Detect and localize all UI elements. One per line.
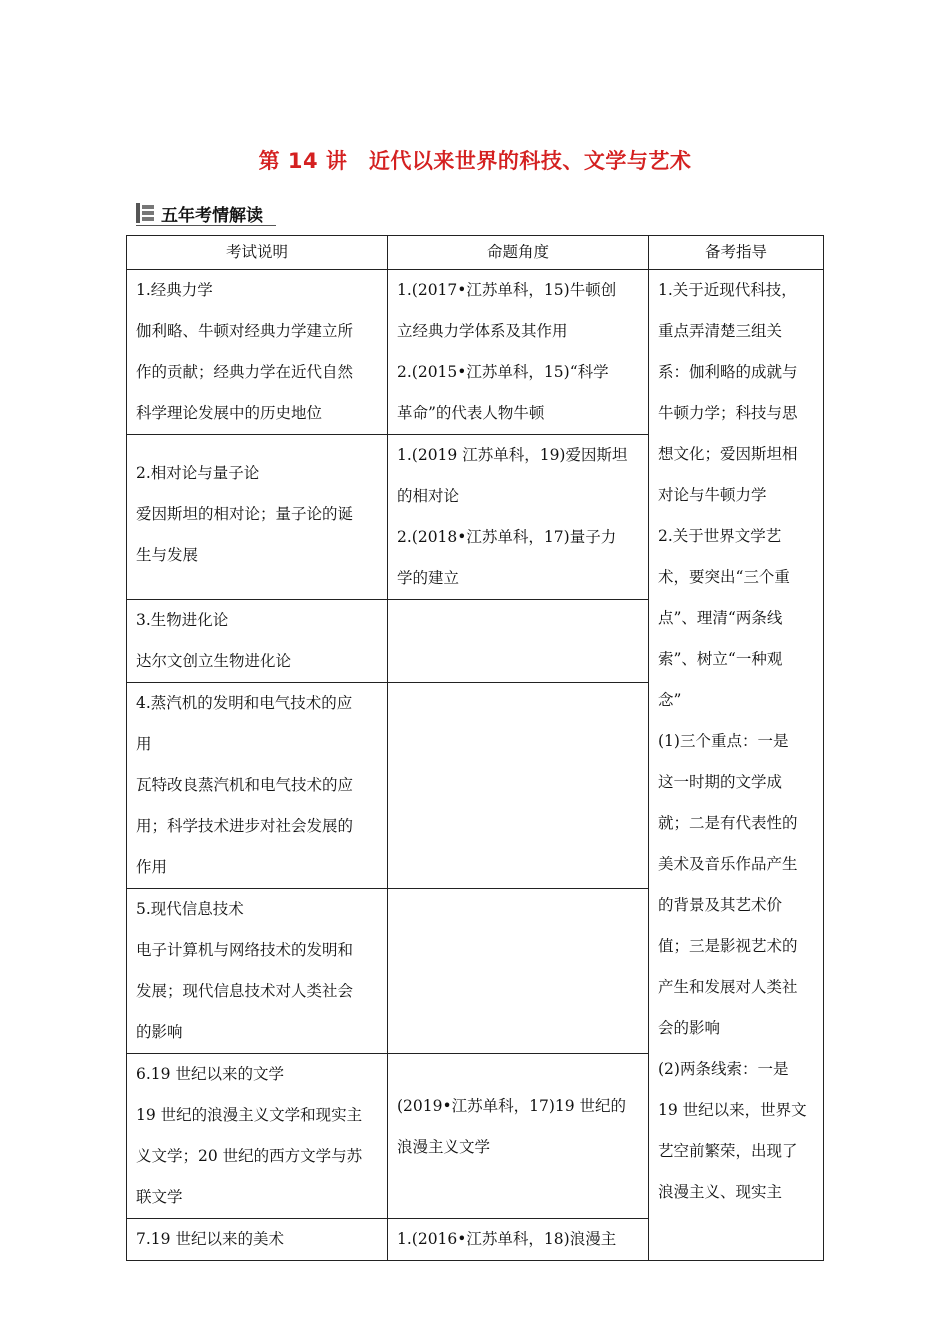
- header-guide: 备考指导: [649, 236, 824, 270]
- page-title: 第 14 讲 近代以来世界的科技、文学与艺术: [258, 149, 692, 173]
- angle-cell: 1.(2016•江苏单科，18)浪漫主: [388, 1219, 649, 1261]
- angle-cell: [388, 889, 649, 1054]
- angle-cell: [388, 600, 649, 683]
- exam-cell: 5.现代信息技术 电子计算机与网络技术的发明和 发展；现代信息技术对人类社会 的影响: [127, 889, 388, 1054]
- section-header: [136, 200, 263, 226]
- section-underline: [136, 225, 276, 226]
- angle-cell: 1.(2019 江苏单科，19)爱因斯坦 的相对论 2.(2018•江苏单科，17)量子力 学的建立: [388, 435, 649, 600]
- exam-cell: 2.相对论与量子论 爱因斯坦的相对论；量子论的诞 生与发展: [127, 435, 388, 600]
- exam-cell: 4.蒸汽机的发明和电气技术的应 用 瓦特改良蒸汽机和电气技术的应 用；科学技术进步对社会发展的 作用: [127, 683, 388, 889]
- table-row: [127, 270, 824, 435]
- angle-cell: 1.(2017•江苏单科，15)牛顿创 立经典力学体系及其作用 2.(2015•江苏单科，15)“科学 革命”的代表人物牛顿: [388, 270, 649, 435]
- exam-cell: 6.19 世纪以来的文学 19 世纪的浪漫主义文学和现实主 义文学；20 世纪的西方文学与苏 联文学: [127, 1054, 388, 1219]
- list-bars-icon: [136, 203, 154, 223]
- angle-cell: [388, 683, 649, 889]
- header-exam: 考试说明: [127, 236, 388, 270]
- exam-cell: 1.经典力学 伽利略、牛顿对经典力学建立所 作的贡献；经典力学在近代自然 科学理论发展中的历史地位: [127, 270, 388, 435]
- exam-analysis-table: [126, 235, 824, 1261]
- angle-cell: (2019•江苏单科，17)19 世纪的 浪漫主义文学: [388, 1054, 649, 1219]
- header-angle: 命题角度: [388, 236, 649, 270]
- exam-cell: 3.生物进化论 达尔文创立生物进化论: [127, 600, 388, 683]
- section-heading: 五年考情解读: [161, 205, 263, 226]
- guide-cell: 1.关于近现代科技， 重点弄清楚三组关 系：伽利略的成就与 牛顿力学；科技与思 想文化；爱因斯坦相 对论与牛顿力学 2.关于世界文学艺 术，要突出“三个重 点”、理清“两条线 索”、树立“一种观 念” (1)三个重点：一是 这一时期的文学成 就；二是有代表性的 美术及音乐作品产生 的背景及其艺术价 值；三是影视艺术的 产生和发展对人类社 会的影响 (2)两条线索：一是 19 世纪以来，世界文 艺空前繁荣，出现了 浪漫主义、现实主: [649, 270, 824, 1261]
- exam-cell: 7.19 世纪以来的美术: [127, 1219, 388, 1261]
- table-header-row: [127, 236, 824, 270]
